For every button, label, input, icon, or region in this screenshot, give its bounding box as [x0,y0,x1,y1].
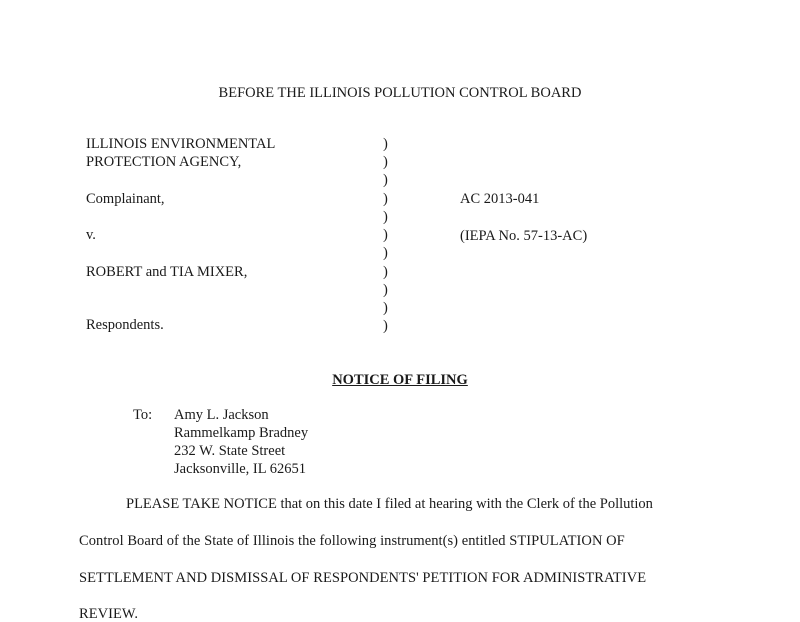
versus-label: v. [86,227,96,243]
caption-paren: ) [383,318,388,334]
complainant-name-line2: PROTECTION AGENCY, [86,154,242,170]
body-line-1: PLEASE TAKE NOTICE that on this date I filed at hearing with the Clerk of the Pollution [126,496,653,512]
caption-paren: ) [383,245,388,261]
caption-paren: ) [383,172,388,188]
notice-title: NOTICE OF FILING [332,372,468,388]
recipient-firm: Rammelkamp Bradney [174,425,309,441]
caption-paren: ) [383,191,388,207]
caption-paren: ) [383,282,388,298]
caption-paren: ) [383,300,388,316]
iepa-number: (IEPA No. 57-13-AC) [460,228,588,244]
complainant-role: Complainant, [86,191,165,207]
to-label: To: [133,407,153,423]
board-heading: BEFORE THE ILLINOIS POLLUTION CONTROL BOARD [218,85,582,101]
caption-paren: ) [383,264,388,280]
case-number: AC 2013-041 [460,191,540,207]
respondent-name: ROBERT and TIA MIXER, [86,264,248,280]
caption-paren: ) [383,209,388,225]
body-line-4: REVIEW. [79,606,139,622]
body-line-3: SETTLEMENT AND DISMISSAL OF RESPONDENTS' PETITION FOR ADMINISTRATIVE [79,570,647,586]
recipient-name: Amy L. Jackson [174,407,269,423]
respondent-role: Respondents. [86,317,164,333]
recipient-street: 232 W. State Street [174,443,286,459]
body-line-2: Control Board of the State of Illinois the following instrument(s) entitled STIPULATION OF [79,533,625,549]
caption-paren: ) [383,154,388,170]
recipient-city: Jacksonville, IL 62651 [174,461,306,477]
complainant-name-line1: ILLINOIS ENVIRONMENTAL [86,136,276,152]
caption-paren: ) [383,136,388,152]
caption-paren: ) [383,227,388,243]
